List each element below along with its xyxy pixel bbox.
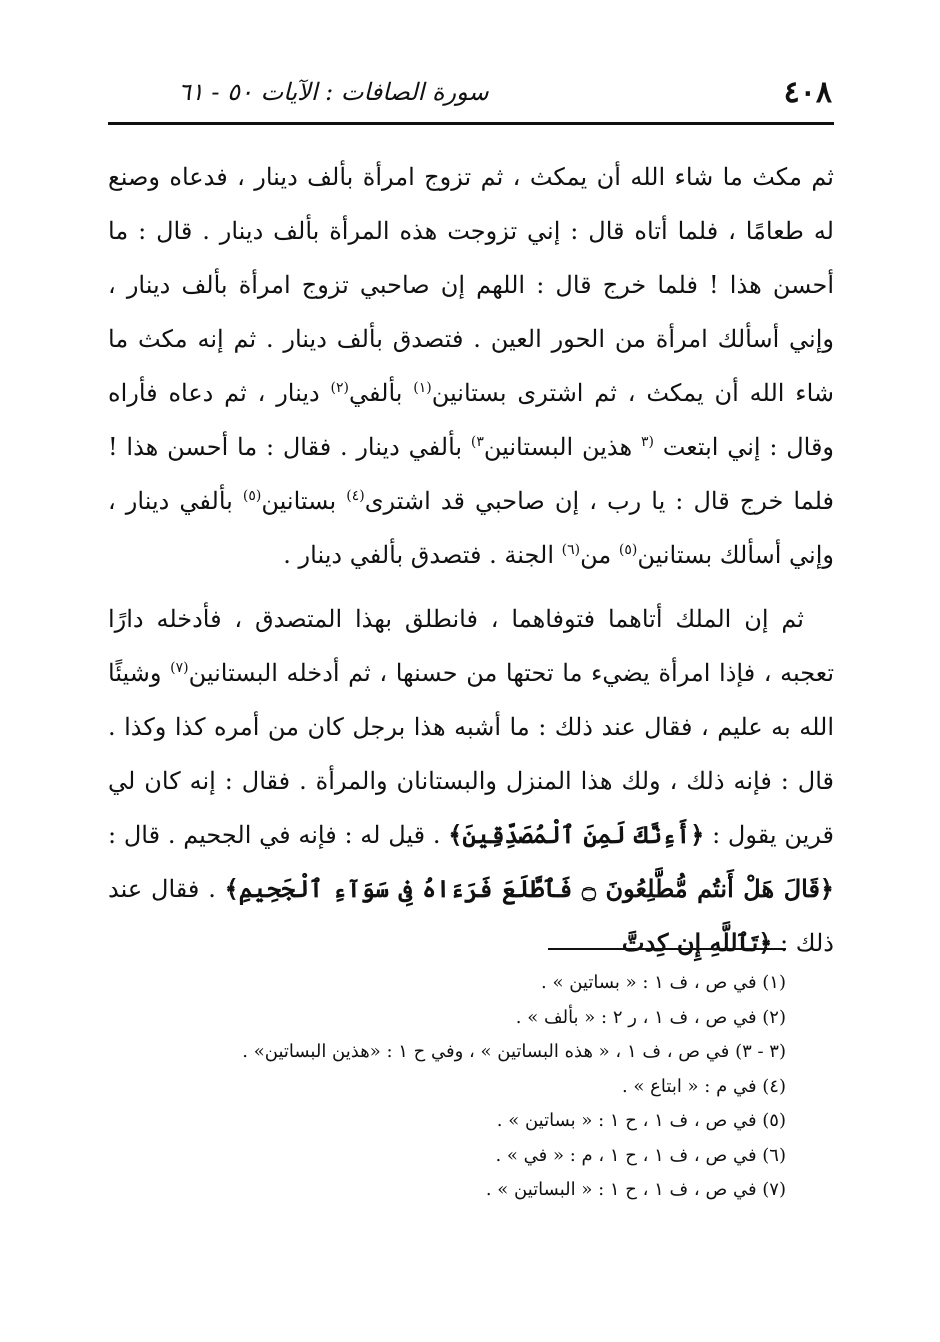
- text-run: ثم إن الملك أتاهما فتوفاهما ، فانطلق بهذا المتصدق ، فأدخله دارًا تعجبه ، فإذا امرأة يضيء ما تحتها من حسنها ، ثم أدخله البستانين: [108, 605, 834, 687]
- footnotes: [220, 966, 786, 1208]
- text-run: ثم مكث ما شاء الله أن يمكث ، ثم تزوج امرأة بألف دينار ، فدعاه وصنع له طعامًا ، فلما أتاه قال : إني تزوجت هذه المرأة بألف دينار . قال : ما أحسن هذا ! فلما خرج قال : اللهم إن صاحبي تزوج امرأة بألف دينار ، وإني أسألك امرأة من الحور العين . فتصدق بألف دينار . ثم إنه مكث ما شاء الله أن يمكث ، ثم اشترى بستانين: [108, 163, 834, 407]
- footnote-marker: (٦): [561, 542, 581, 558]
- quran-verse: ﴿قَالَ هَلْ أَنتُم مُّطَّلِعُونَ ۝ فَٱطَّلَعَ فَرَءَاهُ فِى سَوَآءِ ٱلْجَحِيمِ﴾: [224, 874, 834, 903]
- main-text: [108, 150, 834, 970]
- footnote: (٣ - ٣) في ص ، ف ١ ، « هذه البساتين » ، وفي ح ١ : «هذين البساتين» .: [242, 1041, 786, 1062]
- footnote-rule: [548, 948, 786, 950]
- footnote: (٤) في م : « ابتاع » .: [621, 1075, 786, 1097]
- text-run: بألفي دينار ، وإني أسألك بستانين: [108, 487, 834, 569]
- footnote-marker: (٥): [242, 488, 262, 504]
- footnote: (١) في ص ، ف ١ : « بساتين » .: [541, 972, 786, 993]
- footnote-marker: (٣: [640, 434, 654, 450]
- text-run: وشيئًا الله به عليم ، فقال عند ذلك : ما أشبه هذا برجل كان من أمره كذا وكذا . قال : فإنه ذلك ، ولك هذا المنزل والبستانان والمرأة . فقال : إنه كان لي قرين يقول :: [108, 659, 835, 849]
- footnote-marker: (٧): [170, 660, 189, 676]
- text-run: بألفي: [349, 379, 414, 407]
- footnote: (٥) في ص ، ف ١ ، ح ١ : « بساتين » .: [496, 1110, 786, 1131]
- text-run: بألفي دينار . فقال : ما أحسن هذا ! فلما خرج قال : يا رب ، إن صاحبي قد اشترى: [108, 433, 834, 515]
- page-header: [108, 68, 832, 116]
- running-title: سورة الصافات : الآيات ٥٠ - ٦١: [178, 78, 489, 106]
- text-run: من: [580, 541, 619, 569]
- paragraph-1: [108, 150, 834, 582]
- footnote: (٧) في ص ، ف ١ ، ح ١ : « البساتين » .: [485, 1179, 786, 1200]
- text-run: دينار ، ثم دعاه فأراه وقال : إني ابتعت: [108, 379, 835, 461]
- text-run: هذين البستانين: [483, 433, 641, 461]
- footnote-marker: (٤): [346, 488, 365, 504]
- text-run: . قيل له : فإنه في الجحيم . قال :: [108, 821, 449, 849]
- page-number: ٤٠٨: [783, 74, 832, 110]
- quran-verse: ﴿تَٱللَّهِ إِن كِدتَّ: [621, 928, 773, 957]
- text-run: . فقال عند ذلك :: [108, 875, 834, 957]
- text-run: بستانين: [261, 487, 347, 515]
- paragraph-2: [108, 592, 834, 970]
- footnote-marker: ٣): [470, 434, 484, 450]
- footnote-marker: (٥): [618, 542, 638, 558]
- footnote: (٦) في ص ، ف ١ ، ح ١ ، م : « في » .: [495, 1144, 786, 1166]
- footnote-marker: (٢): [330, 380, 350, 396]
- text-run: الجنة . فتصدق بألفي دينار .: [283, 541, 562, 569]
- footnote-marker: (١): [413, 380, 432, 396]
- quran-verse: ﴿أَءِنَّكَ لَمِنَ ٱلْمُصَدِّقِينَ﴾: [448, 820, 705, 849]
- header-rule: [108, 122, 834, 125]
- footnote: (٢) في ص ، ف ١ ، ر ٢ : « بألف » .: [515, 1006, 786, 1028]
